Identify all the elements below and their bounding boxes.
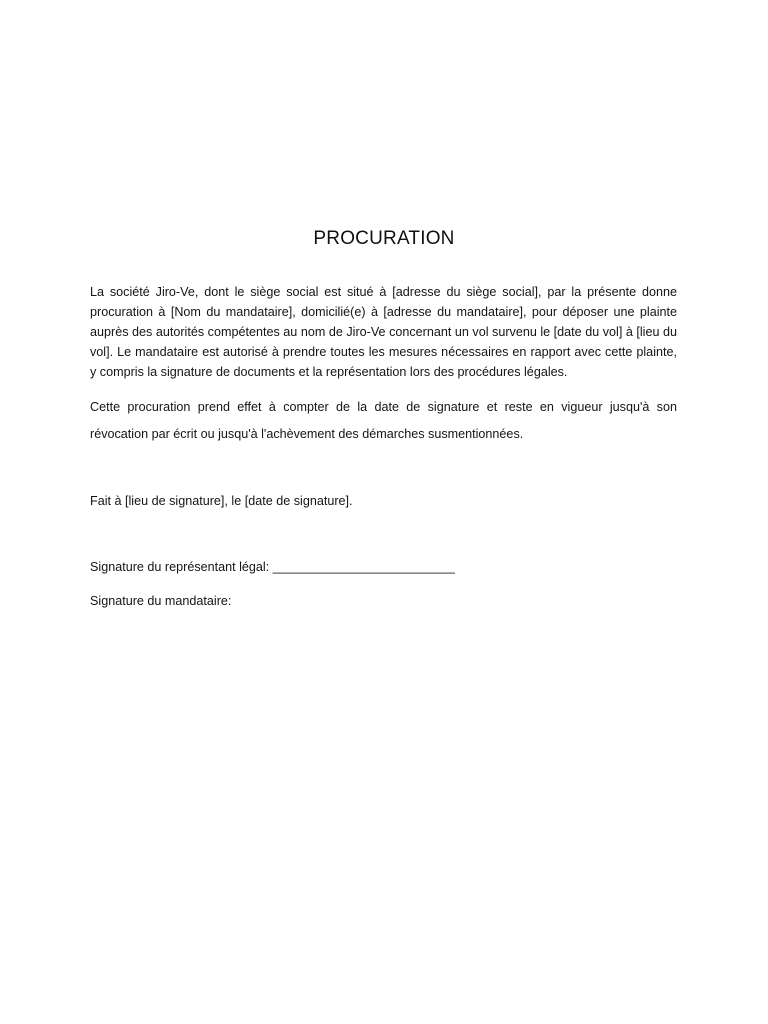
validity-paragraph: Cette procuration prend effet à compter de la date de signature et reste en vigueur jusqu'à son révocation par écrit ou jusqu'à l'achèvement des démarches susmentionnées. xyxy=(90,400,677,441)
agent-signature-line: Signature du mandataire: xyxy=(90,594,232,608)
place-date-line: Fait à [lieu de signature], le [date de signature]. xyxy=(90,494,353,508)
procuration-paragraph: La société Jiro-Ve, dont le siège social est situé à [adresse du siège social], par la présente donne procuration à [Nom du mandataire], domicilié(e) à [adresse du mandataire], pour déposer une plainte auprès des autorités compétentes au nom de Jiro-Ve concernant un vol survenu le [date du vol] à [lieu du vol]. Le mandataire est autorisé à prendre toutes les mesures nécessaires en rapport avec cette plainte, y compris la signature de documents et la représentation lors des procédures légales. xyxy=(90,285,677,379)
document-title: PROCURATION xyxy=(313,228,455,249)
legal-representative-signature-line: Signature du représentant légal: __________________________ xyxy=(90,560,455,574)
